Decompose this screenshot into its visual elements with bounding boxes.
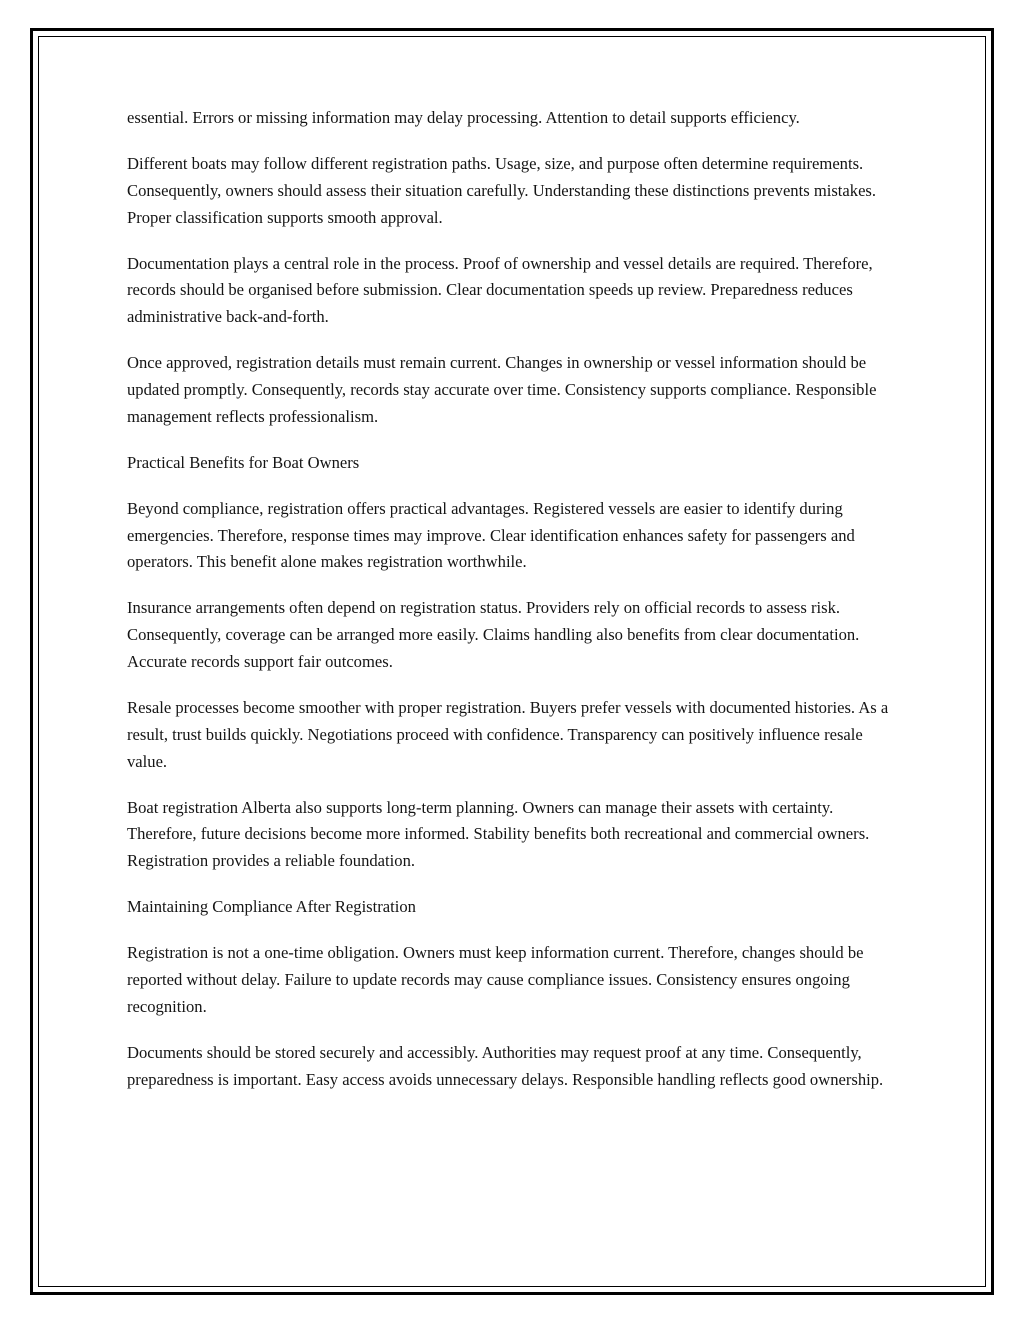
page-border-inner (38, 36, 986, 1287)
page-border-outer (30, 28, 994, 1295)
heading-practical-benefits: Practical Benefits for Boat Owners (127, 452, 360, 472)
paragraph-essential-errors: essential. Errors or missing information may delay processing. Attention to detail supports efficiency. (127, 108, 800, 127)
paragraph-beyond-compliance: Beyond compliance, registration offers practical advantages. Registered vessels are easier to identify during emergencies. Therefore, response times may improve. Clear identification enhances safety for passengers and operators. This benefit alone makes registration worthwhile. (127, 498, 855, 572)
paragraph-documents-stored-securely: Documents should be stored securely and accessibly. Authorities may request proof at any time. Consequently, preparedness is important. Easy access avoids unnecessary delays. Responsible handling reflects good ownership. (127, 1042, 884, 1089)
document-body (39, 37, 985, 1093)
paragraph-once-approved: Once approved, registration details must remain current. Changes in ownership or vessel information should be updated promptly. Consequently, records stay accurate over time. Consistency supports compliance. Responsible management reflects professionalism. (127, 353, 877, 426)
paragraph-long-term-planning: Boat registration Alberta also supports long-term planning. Owners can manage their assets with certainty. Therefore, future decisions become more informed. Stability benefits both recreational and commercial owners. Registration provides a reliable foundation. (127, 797, 870, 871)
paragraph-different-boats: Different boats may follow different registration paths. Usage, size, and purpose often determine requirements. Consequently, owners should assess their situation carefully. Understanding these distinctions prevents mistakes. Proper classification supports smooth approval. (127, 153, 877, 227)
paragraph-registration-not-one-time: Registration is not a one-time obligation. Owners must keep information current. Therefore, changes should be reported without delay. Failure to update records may cause compliance issues. Consistency ensures ongoing recognition. (127, 943, 864, 1016)
heading-maintaining-compliance: Maintaining Compliance After Registration (127, 897, 416, 917)
paragraph-documentation-central-role: Documentation plays a central role in the process. Proof of ownership and vessel details are required. Therefore, records should be organised before submission. Clear documentation speeds up review. Preparedness reduces administrative back-and-forth. (127, 253, 873, 327)
paragraph-resale-processes: Resale processes become smoother with proper registration. Buyers prefer vessels with documented histories. As a result, trust builds quickly. Negotiations proceed with confidence. Transparency can positively influence resale value. (127, 697, 889, 771)
paragraph-insurance-arrangements: Insurance arrangements often depend on registration status. Providers rely on official records to assess risk. Consequently, coverage can be arranged more easily. Claims handling also benefits from clear documentation. Accurate records support fair outcomes. (127, 598, 860, 671)
